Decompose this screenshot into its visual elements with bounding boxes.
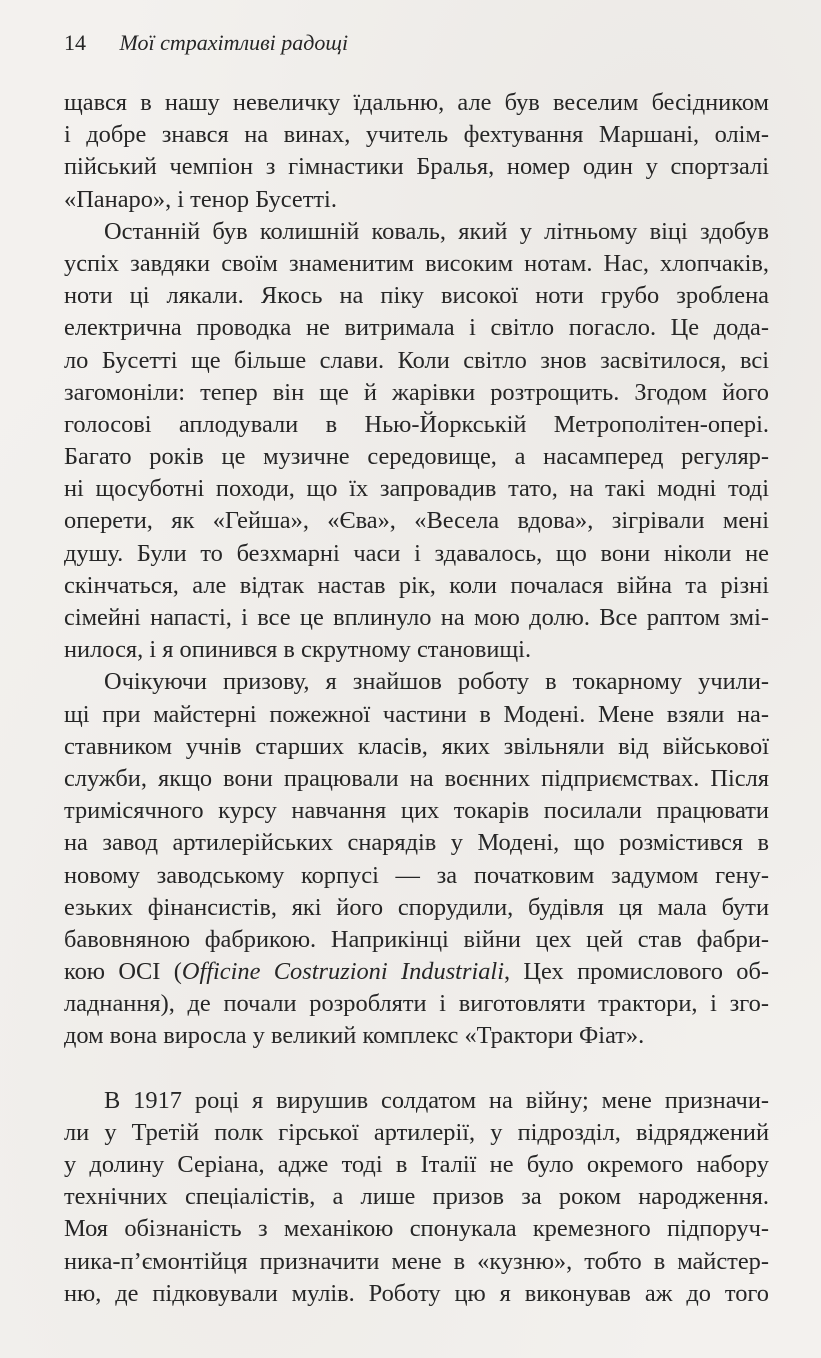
text-line: оперети, як «Гейша», «Єва», «Весела вдова», зігрівали мені [64,507,769,535]
text-line: ладнання), де почали розробляти і виготовляти трактори, і зго- [64,990,769,1018]
italic-text: Officine Costruzioni Industriali [181,958,504,986]
paragraph [64,87,769,216]
text-line: на завод артилерійських снарядів у Модені, що розмістився в [64,829,769,857]
text-line: ноти ці лякали. Якось на піку високої ноти грубо зроблена [64,282,769,310]
text-line: Багато років це музичне середовище, а насамперед регуляр- [64,443,769,471]
text-line: Останній був колишній коваль, який у літньому віці здобув [104,217,769,245]
page-number: 14 [64,30,86,55]
text-line: пійський чемпіон з гімнастики Бралья, номер один у спортзалі [64,153,769,181]
text-line-with-italic [64,956,769,988]
text-line: душу. Були то безхмарні часи і здавалось, що вони ніколи не [64,539,769,567]
text-line: у долину Серіана, адже тоді в Італії не було окремого набору [64,1151,769,1178]
text-line: загомоніли: тепер він ще й жарівки розтрощить. Згодом його [64,378,769,406]
text-line: щі при майстерні пожежної частини в Модені. Мене взяли на- [64,700,769,728]
text-span: кою OCI ( [64,958,182,986]
text-line: Моя обізнаність з механікою спонукала кремезного підпоруч- [64,1215,769,1243]
text-line: служби, якщо вони працювали на воєнних підприємствах. Після [64,764,769,792]
text-line: бавовняною фабрикою. Наприкінці війни цех цей став фабри- [64,925,769,953]
text-line: дом вона виросла у великий комплекс «Трактори Фіат». [64,1022,645,1050]
page-header [64,28,348,58]
text-line: і добре знався на винах, учитель фехтування Маршані, олім- [64,121,769,149]
text-line: новому заводському корпусі — за початковим задумом гену- [64,861,769,889]
text-line: скінчаться, але відтак настав рік, коли почалася війна та різні [64,571,769,599]
paragraph [64,216,769,667]
text-line: щався в нашу невеличку їдальню, але був веселим бесідником [64,89,769,116]
text-line: тримісячного курсу навчання цих токарів посилали працювати [64,797,769,825]
text-line: ника-п’ємонтійця призначити мене в «кузню», тобто в майстер- [64,1247,769,1275]
text-span: , Цех промислового об- [503,958,769,986]
paragraph [64,1085,769,1310]
text-line: голосові аплодували в Нью-Йоркській Метрополітен-опері. [64,410,769,438]
text-line: електрична проводка не витримала і світло погасло. Це дода- [64,314,769,342]
paragraph [64,666,769,1052]
text-line: ні щосуботні походи, що їх запровадив тато, на такі модні тоді [64,475,769,503]
text-line: «Панаро», і тенор Бусетті. [64,185,337,213]
text-line: успіх завдяки своїм знаменитим високим нотам. Нас, хлопчаків, [64,249,769,277]
text-line: технічних спеціалістів, а лише призов за роком народження. [64,1183,769,1211]
text-line: В 1917 році я вирушив солдатом на війну; мене призначи- [104,1086,769,1114]
text-line: ло Бусетті ще більше слави. Коли світло знов засвітилося, всі [64,346,769,374]
text-line: ставником учнів старших класів, яких звільняли від військової [64,732,769,760]
text-line: нилося, і я опинився в скрутному становищі. [64,636,532,664]
text-line: Очікуючи призову, я знайшов роботу в токарному учили- [104,668,769,696]
section-break [64,1053,769,1085]
text-line: ли у Третій полк гірської артилерії, у підрозділ, відряджений [64,1118,769,1146]
running-title: Мої страхітливі радощі [119,30,349,55]
text-line: ню, де підковували мулів. Роботу цю я виконував аж до того [64,1279,769,1307]
body-text [64,87,769,1310]
text-line: езьких фінансистів, які його спорудили, будівля ця мала бути [64,893,769,921]
text-line: сімейні напасті, і все це вплинуло на мою долю. Все раптом змі- [64,604,769,631]
